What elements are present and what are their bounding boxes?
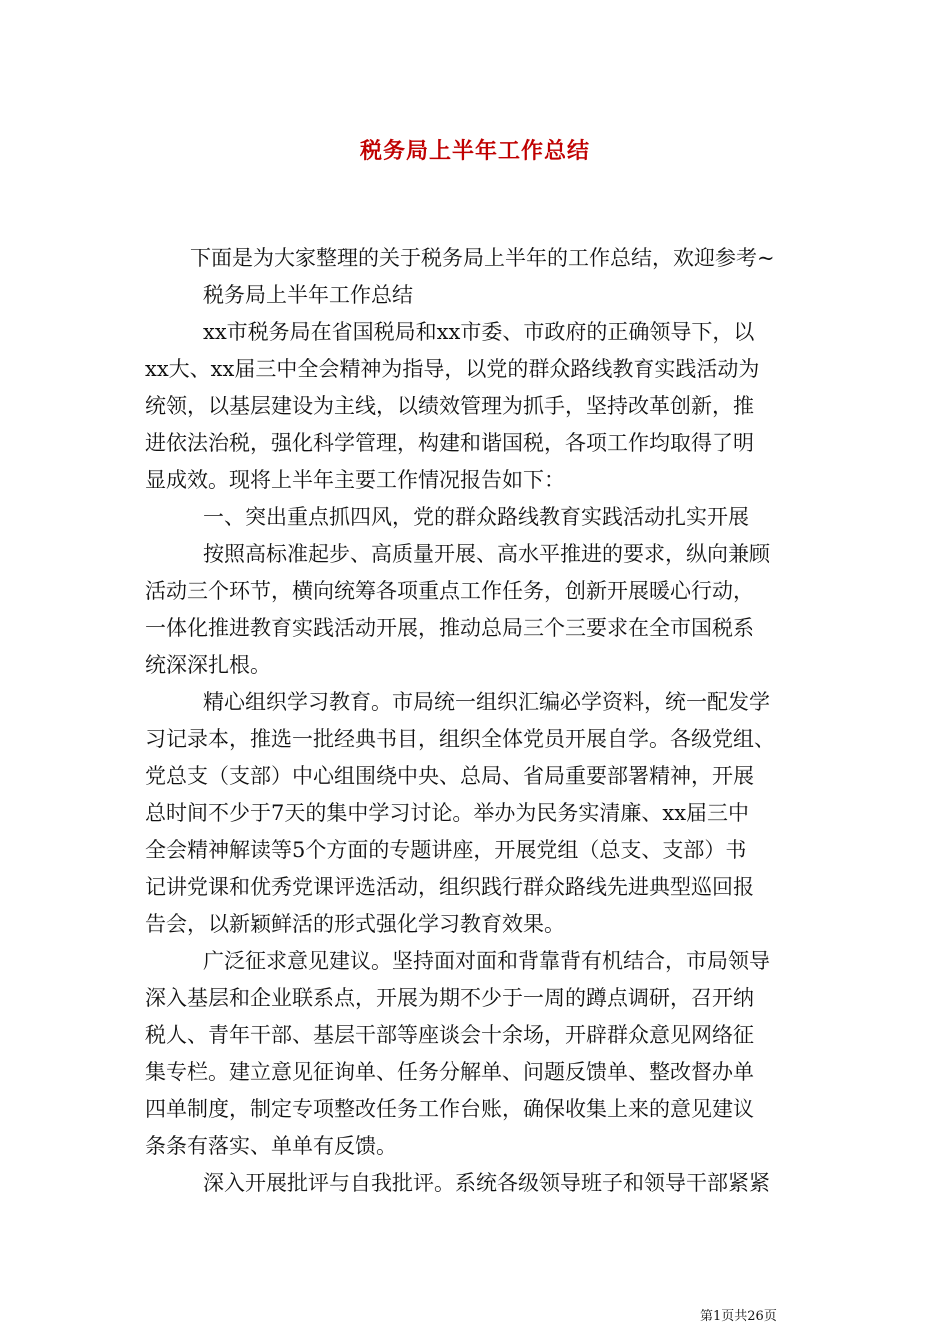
paragraph-line: 深入基层和企业联系点，开展为期不少于一周的蹲点调研，召开纳 [145,986,754,1010]
page-number: 第1页共26页 [700,1309,777,1324]
paragraph-line: 统领，以基层建设为主线，以绩效管理为抓手，坚持改革创新，推 [145,394,754,418]
paragraph-line: 按照高标准起步、高质量开展、高水平推进的要求，纵向兼顾 [203,542,770,566]
paragraph-line: 显成效。现将上半年主要工作情况报告如下： [145,468,565,492]
paragraph-line: 精心组织学习教育。市局统一组织汇编必学资料，统一配发学 [203,690,770,714]
paragraph-line: 记讲党课和优秀党课评选活动，组织践行群众路线先进典型巡回报 [145,875,754,899]
paragraph-line: 税人、青年干部、基层干部等座谈会十余场，开辟群众意见网络征 [145,1023,754,1047]
document-body [145,240,810,1202]
paragraph-line: 习记录本，推选一批经典书目，组织全体党员开展自学。各级党组、 [145,727,775,751]
document-title: 税务局上半年工作总结 [359,138,590,164]
paragraph-line: 党总支（支部）中心组围绕中央、总局、省局重要部署精神，开展 [145,764,754,788]
paragraph-line: 活动三个环节，横向统筹各项重点工作任务，创新开展暖心行动， [145,579,754,603]
paragraph-line: 进依法治税，强化科学管理，构建和谐国税，各项工作均取得了明 [145,431,754,455]
paragraph-line: 一体化推进教育实践活动开展，推动总局三个三要求在全市国税系 [145,616,754,640]
paragraph-line: 四单制度，制定专项整改任务工作台账，确保收集上来的意见建议 [145,1097,754,1121]
paragraph-line: 广泛征求意见建议。坚持面对面和背靠背有机结合，市局领导 [203,949,770,973]
paragraph-line: 告会，以新颖鲜活的形式强化学习教育效果。 [145,912,565,936]
paragraph-line: 总时间不少于7天的集中学习讨论。举办为民务实清廉、xx届三中 [145,801,750,825]
paragraph-line: xx市税务局在省国税局和xx市委、市政府的正确领导下，以 [203,320,755,344]
intro-line: 下面是为大家整理的关于税务局上半年的工作总结，欢迎参考~ [190,246,775,270]
paragraph-line: 统深深扎根。 [145,653,271,677]
paragraph-line: 全会精神解读等5个方面的专题讲座，开展党组（总支、支部）书 [145,838,747,862]
paragraph-line: 集专栏。建立意见征询单、任务分解单、问题反馈单、整改督办单 [145,1060,754,1084]
paragraph-line: 条条有落实、单单有反馈。 [145,1134,397,1158]
paragraph-line: xx大、xx届三中全会精神为指导，以党的群众路线教育实践活动为 [145,357,760,381]
subtitle-line: 税务局上半年工作总结 [203,283,413,307]
section-heading: 一、突出重点抓四风，党的群众路线教育实践活动扎实开展 [203,505,749,529]
paragraph-line: 深入开展批评与自我批评。系统各级领导班子和领导干部紧紧 [203,1171,770,1195]
